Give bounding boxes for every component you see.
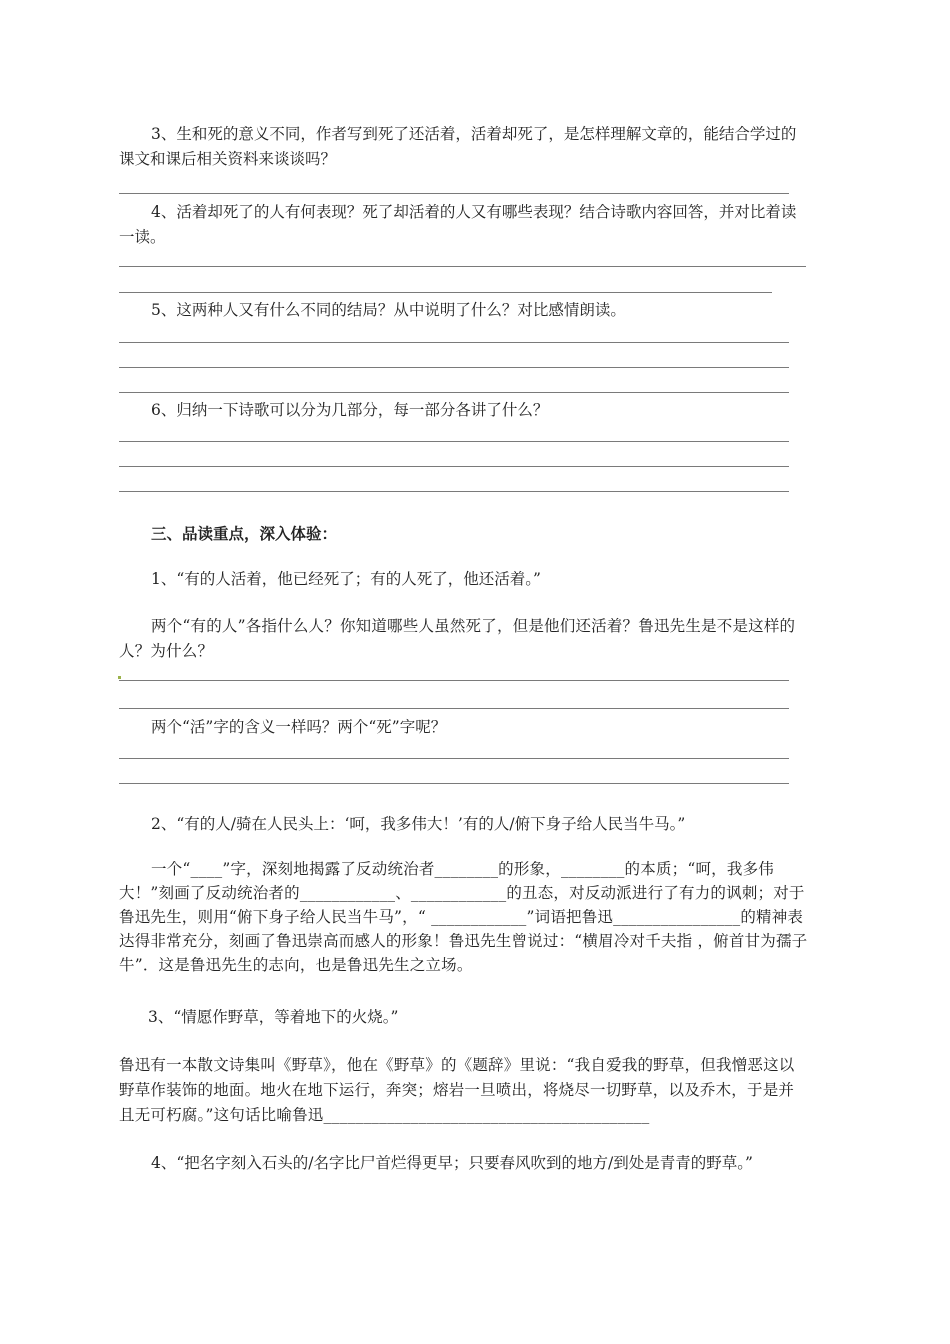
item-1-quote: 1、“有的人活着，他已经死了；有的人死了，他还活着。” xyxy=(151,570,541,588)
answer-line[interactable] xyxy=(119,783,789,784)
answer-line[interactable] xyxy=(119,491,789,492)
question-4: 4、活着却死了的人有何表现？死了却活着的人又有哪些表现？结合诗歌内容回答，并对比着读一读。 xyxy=(119,203,797,246)
item-2-quote: 2、“有的人/骑在人民头上：‘呵，我多伟大！’有的人/俯下身子给人民当牛马。” xyxy=(151,815,686,833)
item-2-fill-in: 一个“____”字，深刻地揭露了反动统治者________的形象，________的本质；“呵，我多伟大！”刻画了反动统治者的____________、____________的丑态，对反动派进行了有力的讽刺；对于鲁迅先生，则用“俯下身子给人民当牛马”，“ ____________”词语把鲁迅________________的精神表达得非常充分，刻画了鲁迅崇高而感人的形象！鲁迅先生曾说过：“横眉冷对千夫指 ，俯首甘为孺子牛”．这是鲁迅先生的志向，也是鲁迅先生之立场。 xyxy=(119,860,808,974)
question-3: 3、生和死的意义不同，作者写到死了还活着，活着却死了，是怎样理解文章的，能结合学过的课文和课后相关资料来谈谈吗？ xyxy=(119,125,797,168)
answer-line[interactable] xyxy=(119,193,789,194)
section-heading: 三、品读重点，深入体验： xyxy=(151,524,338,543)
answer-line[interactable] xyxy=(119,392,789,393)
item-3-quote: 3、“情愿作野草，等着地下的火烧。” xyxy=(148,1008,399,1026)
question-5: 5、这两种人又有什么不同的结局？从中说明了什么？对比感情朗读。 xyxy=(151,301,626,319)
item-1-question-2: 两个“活”字的含义一样吗？两个“死”字呢？ xyxy=(151,718,447,736)
answer-line[interactable] xyxy=(119,342,789,343)
margin-mark xyxy=(118,676,121,679)
item-4-quote: 4、“把名字刻入石头的/名字比尸首烂得更早；只要春风吹到的地方/到处是青青的野草。” xyxy=(151,1154,753,1172)
item-3-text: 鲁迅有一本散文诗集叫《野草》，他在《野草》的《题辞》里说：“我自爱我的野草，但我憎恶这以野草作装饰的地面。地火在地下运行，奔突；熔岩一旦喷出，将烧尽一切野草，以及乔木，于是并且无可朽腐。”这句话比喻鲁迅_________________________________________ xyxy=(119,1056,795,1124)
answer-line[interactable] xyxy=(119,266,806,267)
answer-line[interactable] xyxy=(119,466,789,467)
answer-line[interactable] xyxy=(119,758,789,759)
item-1-question-1: 两个“有的人”各指什么人？你知道哪些人虽然死了，但是他们还活着？鲁迅先生是不是这样的人？为什么？ xyxy=(119,617,796,660)
question-6: 6、归纳一下诗歌可以分为几部分，每一部分各讲了什么？ xyxy=(151,401,549,419)
answer-line[interactable] xyxy=(119,367,789,368)
answer-line[interactable] xyxy=(119,680,789,681)
answer-line[interactable] xyxy=(119,441,789,442)
answer-line[interactable] xyxy=(119,292,772,293)
answer-line[interactable] xyxy=(119,708,789,709)
